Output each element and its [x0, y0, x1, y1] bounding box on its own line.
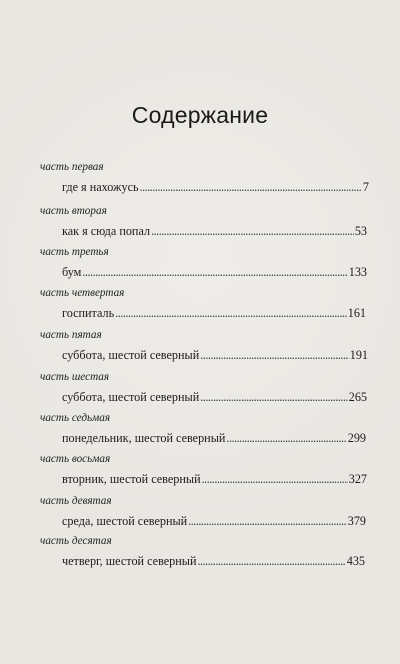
chapter-title: четверг, шестой северный	[62, 554, 197, 568]
part-label-3: часть третья	[40, 246, 109, 258]
page-number: 53	[354, 224, 367, 238]
dot-leader	[198, 554, 346, 569]
part-label-9: часть девятая	[40, 495, 112, 507]
part-label-10: часть десятая	[40, 535, 112, 547]
toc-entry-2	[62, 224, 367, 239]
dot-leader	[188, 514, 347, 529]
toc-entry-3	[62, 265, 367, 280]
chapter-title: понедельник, шестой северный	[62, 431, 226, 445]
toc-entry-5	[62, 348, 368, 363]
dot-leader	[151, 224, 354, 239]
part-label-2: часть вторая	[40, 205, 107, 217]
toc-entry-9	[62, 514, 366, 529]
dot-leader	[200, 390, 348, 405]
part-label-8: часть восьмая	[40, 453, 111, 465]
chapter-title: вторник, шестой северный	[62, 472, 201, 486]
page-number: 161	[347, 306, 366, 320]
toc-entry-4	[62, 306, 366, 321]
toc-entry-10	[62, 554, 365, 569]
page-number: 265	[348, 390, 367, 404]
chapter-title: где я нахожусь	[62, 180, 139, 194]
dot-leader	[115, 306, 347, 321]
part-label-7: часть седьмая	[40, 412, 111, 424]
part-label-4: часть четвертая	[40, 287, 125, 299]
page-number: 299	[347, 431, 366, 445]
dot-leader	[82, 265, 347, 280]
toc-entry-7	[62, 431, 366, 446]
chapter-title: госпиталь	[62, 306, 115, 320]
page-number: 327	[348, 472, 367, 486]
part-label-6: часть шестая	[40, 371, 110, 383]
part-label-5: часть пятая	[40, 329, 102, 341]
toc-entry-6	[62, 390, 367, 405]
page-number: 191	[349, 348, 368, 362]
dot-leader	[202, 472, 348, 487]
page-title: Содержание	[131, 102, 269, 128]
part-label-1: часть первая	[40, 161, 104, 173]
chapter-title: суббота, шестой северный	[62, 390, 200, 404]
dot-leader	[226, 431, 346, 446]
dot-leader	[200, 348, 349, 363]
chapter-title: как я сюда попал	[62, 224, 151, 238]
page-number: 133	[348, 265, 367, 279]
chapter-title: бум	[62, 265, 82, 279]
toc-entry-8	[62, 472, 367, 487]
chapter-title: суббота, шестой северный	[62, 348, 200, 362]
page-number: 379	[347, 514, 366, 528]
toc-entry-1	[62, 180, 369, 195]
dot-leader	[140, 180, 362, 195]
page-number: 7	[362, 180, 369, 194]
page-number: 435	[346, 554, 365, 568]
chapter-title: среда, шестой северный	[62, 514, 188, 528]
